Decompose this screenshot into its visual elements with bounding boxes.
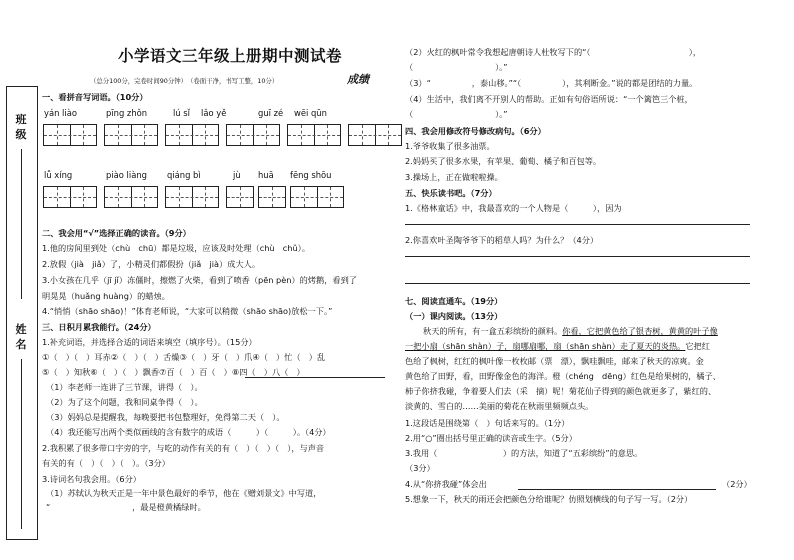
s2-q2: 2.放假（jià jiǎ）了，小精灵们都假扮（jiǎ jià）成大人。 [42, 259, 261, 269]
answer-box[interactable] [348, 124, 402, 146]
passage-line6: 淡黄的、雪白的……美丽的菊花在秋雨里频频点头。 [405, 401, 594, 411]
answer-line[interactable] [405, 283, 750, 284]
s3-sub2: （2）为了这个问题，我和同桌争得（ ）。 [46, 397, 203, 407]
s5-q2: 2.你喜欢叶圣陶爷爷下的稻草人吗？为什么？（4分） [405, 235, 599, 245]
underline-mark [245, 377, 385, 378]
passage-text: 它把红 [685, 341, 710, 351]
pinyin-1: yán liào [44, 108, 77, 118]
s3-sub4: （4）我还能写出两个类似画线的含有数字的成语（ ）（ ）。（4分） [46, 427, 331, 437]
r-q4a: （4）生活中，我们离不开别人的帮助。正如有句俗语所说：“一个篱笆三个桩， [405, 94, 693, 104]
class-label: 班级 [15, 113, 27, 141]
answer-box[interactable] [165, 186, 219, 208]
pinyin-10: jù [233, 170, 241, 180]
answer-box[interactable] [226, 186, 254, 208]
pinyin-8: piào liàng [106, 170, 147, 180]
s2-q3b: 明晃晃（huǎng huàng）的蜡烛。 [42, 291, 170, 301]
s3-sub1: （1）李老师一连讲了三节课，讲得（ ）。 [46, 382, 203, 392]
passage-line1 [423, 326, 718, 337]
exam-subtitle: （总分100分，完卷时间90分钟） （卷面干净，书写工整，10分） [90, 77, 279, 85]
score-label: 成绩 [347, 73, 369, 86]
s2-q4: 4.“悄悄（shāo shāo)！”体育老师说，“大家可以稍微（shāo shāo)放松一下。” [42, 306, 333, 316]
s3-q3-1: （1）苏轼认为秋天正是一年中景色最好的季节，他在《赠刘景文》中写道， [46, 488, 322, 498]
answer-line[interactable] [405, 224, 750, 225]
s3-sub3: （3）妈妈总是提醒我，每晚要把书包整理好，免得第二天（ ）。 [46, 412, 285, 422]
pinyin-11: huā [258, 170, 274, 180]
reading-q2: 2.用“○”圈出括号里正确的读音或生字。（5分） [405, 433, 577, 443]
answer-line[interactable] [405, 256, 750, 257]
pinyin-3: lú sǐ [173, 108, 190, 118]
answer-box[interactable] [258, 186, 286, 208]
pinyin-6: wēi qūn [294, 108, 327, 118]
r-q3: （3）“ ，泰山移。”“（ ），其利断金。”说的都是团结的力量。 [405, 78, 698, 88]
passage-underlined: 一把小扇（shān shàn）子，扇哪扇哪，扇（shān shàn）走了夏天的炎热。 [405, 341, 686, 351]
name-line [21, 359, 22, 529]
s3-q2a: 2.我积累了很多带口字旁的字，与吃的动作有关的有（ ）（ ）（ ），与声音 [42, 443, 325, 453]
answer-box[interactable] [287, 124, 341, 146]
pinyin-7: lǚ xíng [44, 170, 73, 180]
s3-q2b: 有关的有（ ）（ ）（ ）。（3分） [42, 458, 170, 468]
s4-item3: 3.操场上，正在做啦啦操。 [405, 172, 503, 182]
passage-underlined: 你看，它把黄色给了银杏树，黄黄的叶子像 [562, 326, 718, 336]
answer-box[interactable] [165, 124, 219, 146]
section7-heading: 七、阅读直通车。（19分） [405, 296, 503, 306]
passage-line3: 色给了枫树，红红的枫叶像一枚枚邮（票 漂），飘哇飘哇，邮来了秋天的凉爽。金 [405, 356, 704, 366]
reading-q4: 4.从“你挤我碰”体会出 [405, 479, 487, 489]
section4-heading: 四、我会用修改符号修改病句。（6分） [405, 126, 546, 136]
reading-q3a: 3.我用（ ）的方法，知道了“五彩缤纷”的意思。 [405, 448, 643, 458]
passage-line2 [405, 341, 710, 352]
answer-line[interactable] [518, 489, 716, 490]
s3-fill-row1: ①（ ）（ ）耳赤②（ ）（ ）舌燥③（ ）牙（ ）爪④（ ）忙（ ）乱 [42, 352, 326, 362]
s2-q1: 1.他的房间里到处（chù chū）都是垃圾，应该及时处理（chù chǔ）。 [42, 243, 310, 253]
binding-strip [6, 86, 38, 540]
section1-heading: 一、看拼音写词语。（10分） [42, 92, 148, 102]
passage-line4: 黄色给了田野，看，田野像金色的海洋。橙（chéng dēng）红色是给果树的，橘子、 [405, 371, 721, 381]
answer-box[interactable] [104, 186, 158, 208]
r-q4b: （ ）。” [405, 109, 508, 119]
answer-box[interactable] [104, 124, 158, 146]
pinyin-12: fēng shōu [290, 170, 332, 180]
section5-heading: 五、快乐读书吧。（7分） [405, 188, 497, 198]
pinyin-9: qiáng bì [167, 170, 201, 180]
s4-item1: 1.爷爷收集了很多油票。 [405, 141, 495, 151]
reading-q1: 1.这段话是围绕第（ ）句话来写的。（1分） [405, 418, 570, 428]
pinyin-5: guī zé [258, 108, 284, 118]
s3-q3-1b: “ ，最是橙黄橘绿时。 [46, 502, 206, 512]
reading-q5: 5.想象一下，秋天的雨还会把颜色分给谁呢？仿照划横线的句子写一写。（2分） [405, 494, 693, 504]
section2-heading: 二、我会用“√”选择正确的读音。（9分） [42, 228, 191, 238]
answer-box[interactable] [43, 124, 97, 146]
section3-heading: 三、日积月累我能行。（24分） [42, 322, 156, 332]
s5-q1: 1.《格林童话》中，我最喜欢的一个人物是（ ），因为 [405, 203, 622, 213]
s3-fill-row2: ⑤（ ）知秋⑥（ ）（ ）飘香⑦百（ ）百（ ）⑧四（ ）八（ ） [42, 367, 305, 377]
passage-line5: 柿子你挤我碰，争着要人们去（采 摘）呢！菊花仙子得到的颜色就更多了，紫红的、 [405, 386, 717, 396]
answer-box[interactable] [290, 186, 344, 208]
s3-q3: 3.诗词名句我会用。（6分） [42, 474, 141, 484]
s3-q1: 1.补充词语，并选择合适的词语来填空（填序号）。（15分） [42, 337, 257, 347]
reading-q4-score: （2分） [722, 479, 752, 489]
s4-item2: 2.妈妈买了很多水果，有苹果、葡萄、橘子和百包等。 [405, 156, 602, 166]
answer-box[interactable] [226, 124, 280, 146]
pinyin-4: lǎo yě [201, 108, 227, 118]
reading-q3b: （3分） [405, 463, 435, 473]
r-q2b: （ ）。” [405, 62, 508, 72]
r-q2a: （2）火红的枫叶常令我想起唐朝诗人杜牧写下的“（ ）， [405, 47, 702, 57]
s2-q3a: 3.小女孩在几乎（jī jǐ）冻僵时，擦燃了火柴，看到了喷香（pēn pèn）的烤鹅，看到了 [42, 275, 357, 285]
pinyin-2: pīng zhǒn [106, 108, 148, 118]
class-line [21, 149, 22, 299]
section7-subheading: （一）课内阅读。（13分） [405, 311, 503, 321]
answer-box[interactable] [43, 186, 97, 208]
name-label: 姓名 [15, 323, 27, 351]
page-title: 小学语文三年级上册期中测试卷 [118, 46, 343, 65]
passage-text: 秋天的所有，有一盒五彩缤纷的颜料。 [423, 326, 563, 336]
